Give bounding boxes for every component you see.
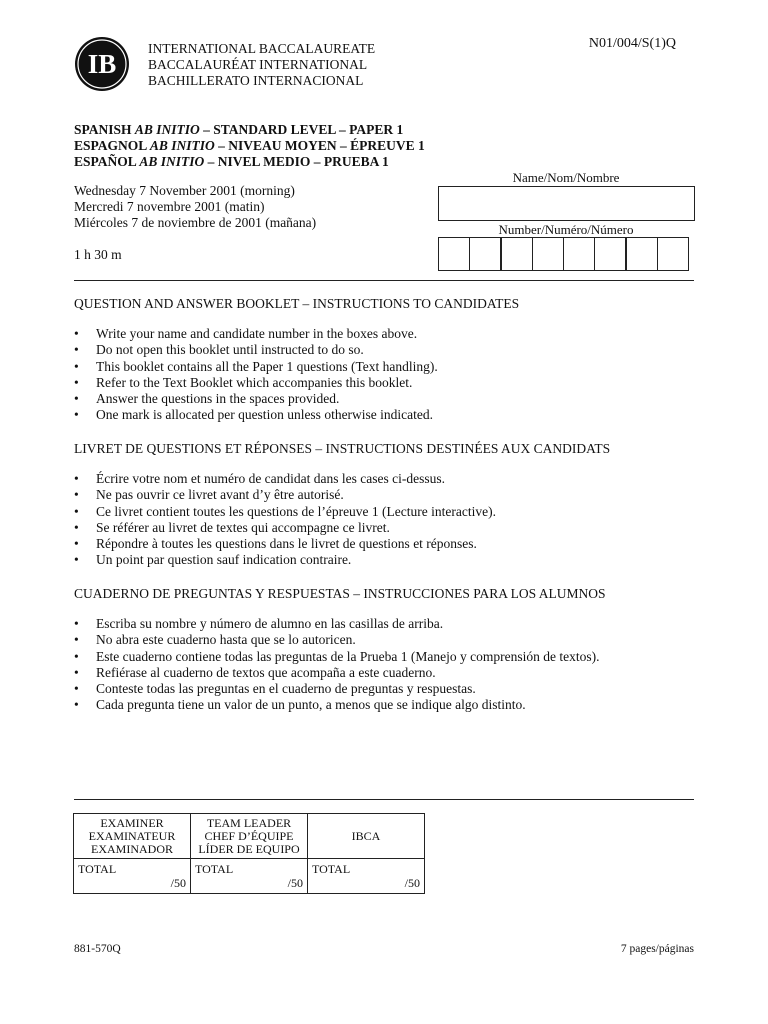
date-es: Miércoles 7 de noviembre de 2001 (mañana) — [74, 215, 317, 230]
document-code: N01/004/S(1)Q — [588, 36, 676, 51]
number-digit-box[interactable] — [658, 238, 688, 270]
list-item: • Este cuaderno contiene todas las preguntas de la Prueba 1 (Manejo y comprensión de textos). — [74, 649, 714, 665]
exam-titles — [74, 122, 425, 170]
list-item: • Écrire votre nom et numéro de candidat dans les cases ci-dessus. — [74, 471, 714, 487]
total-out-of: /50 — [170, 876, 186, 890]
number-digit-box[interactable] — [502, 238, 533, 270]
page-count: 7 pages/páginas — [620, 943, 694, 955]
number-digit-box[interactable] — [595, 238, 627, 270]
divider — [74, 799, 694, 800]
logo-lettering: IB — [87, 49, 117, 79]
list-item: • Répondre à toutes les questions dans le livret de questions et réponses. — [74, 536, 714, 552]
team-leader-header: TEAM LEADER CHEF D’ÉQUIPE LÍDER DE EQUIPO — [191, 814, 308, 859]
total-label: TOTAL — [195, 862, 234, 876]
total-out-of: /50 — [287, 876, 303, 890]
list-item: • Se référer au livret de textes qui accompagne ce livret. — [74, 520, 714, 536]
list-item: • Escriba su nombre y número de alumno en las casillas de arriba. — [74, 616, 714, 632]
title-fr: ESPAGNOL AB INITIO – NIVEAU MOYEN – ÉPREUVE 1 — [74, 138, 425, 153]
list-item: • Conteste todas las preguntas en el cuaderno de preguntas y respuestas. — [74, 681, 714, 697]
number-label: Number/Numéro/Número — [498, 222, 634, 237]
number-digit-box[interactable] — [627, 238, 658, 270]
number-digit-box[interactable] — [533, 238, 564, 270]
instructions-heading-fr: LIVRET DE QUESTIONS ET RÉPONSES – INSTRUCTIONS DESTINÉES AUX CANDIDATS — [74, 441, 611, 456]
marks-table — [73, 813, 425, 894]
title-en: SPANISH AB INITIO – STANDARD LEVEL – PAPER 1 — [74, 122, 404, 137]
list-item: • One mark is allocated per question unless otherwise indicated. — [74, 407, 714, 423]
list-item: • Do not open this booklet until instructed to do so. — [74, 342, 714, 358]
exam-dates — [74, 183, 316, 231]
list-item: • Cada pregunta tiene un valor de un punto, a menos que se indique algo distinto. — [74, 697, 714, 713]
ibca-total-cell[interactable] — [308, 859, 425, 894]
title-es: ESPAÑOL AB INITIO – NIVEL MEDIO – PRUEBA 1 — [74, 154, 389, 169]
footer-code: 881-570Q — [74, 943, 121, 955]
list-item: • Ne pas ouvrir ce livret avant d’y être autorisé. — [74, 487, 714, 503]
org-line-es: BACHILLERATO INTERNACIONAL — [148, 73, 364, 88]
org-line-fr: BACCALAURÉAT INTERNATIONAL — [148, 57, 368, 72]
instructions-list-en — [74, 326, 714, 424]
instructions-list-es — [74, 616, 714, 714]
instructions-es — [74, 586, 714, 714]
list-item: • Refiérase al cuaderno de textos que acompaña a este cuaderno. — [74, 665, 714, 681]
total-label: TOTAL — [78, 862, 117, 876]
list-item: • Un point par question sauf indication contraire. — [74, 552, 714, 568]
date-fr: Mercredi 7 novembre 2001 (matin) — [74, 199, 265, 214]
name-field[interactable] — [438, 186, 695, 221]
instructions-heading-en: QUESTION AND ANSWER BOOKLET – INSTRUCTIONS TO CANDIDATES — [74, 296, 520, 311]
number-digit-box[interactable] — [439, 238, 470, 270]
instructions-fr — [74, 441, 714, 569]
instructions-en — [74, 296, 714, 424]
ibca-header: IBCA — [308, 814, 425, 859]
candidate-number-boxes — [438, 237, 689, 271]
total-label: TOTAL — [312, 862, 351, 876]
total-out-of: /50 — [404, 876, 420, 890]
organisation-name — [148, 41, 375, 89]
org-line-en: INTERNATIONAL BACCALAUREATE — [148, 41, 376, 56]
list-item: • Ce livret contient toutes les questions de l’épreuve 1 (Lecture interactive). — [74, 504, 714, 520]
number-digit-box[interactable] — [564, 238, 595, 270]
date-en: Wednesday 7 November 2001 (morning) — [74, 183, 295, 198]
divider — [74, 280, 694, 281]
examiner-total-cell[interactable] — [74, 859, 191, 894]
list-item: • Write your name and candidate number in the boxes above. — [74, 326, 714, 342]
instructions-heading-es: CUADERNO DE PREGUNTAS Y RESPUESTAS – INSTRUCCIONES PARA LOS ALUMNOS — [74, 586, 606, 601]
list-item: • This booklet contains all the Paper 1 questions (Text handling). — [74, 359, 714, 375]
team-leader-total-cell[interactable] — [191, 859, 308, 894]
instructions-list-fr — [74, 471, 714, 569]
list-item: • No abra este cuaderno hasta que se lo autoricen. — [74, 632, 714, 648]
list-item: • Answer the questions in the spaces provided. — [74, 391, 714, 407]
list-item: • Refer to the Text Booklet which accompanies this booklet. — [74, 375, 714, 391]
name-label: Name/Nom/Nombre — [512, 170, 620, 185]
exam-duration: 1 h 30 m — [74, 247, 122, 262]
examiner-header: EXAMINER EXAMINATEUR EXAMINADOR — [74, 814, 191, 859]
ib-logo-icon — [74, 36, 130, 92]
number-digit-box[interactable] — [470, 238, 502, 270]
